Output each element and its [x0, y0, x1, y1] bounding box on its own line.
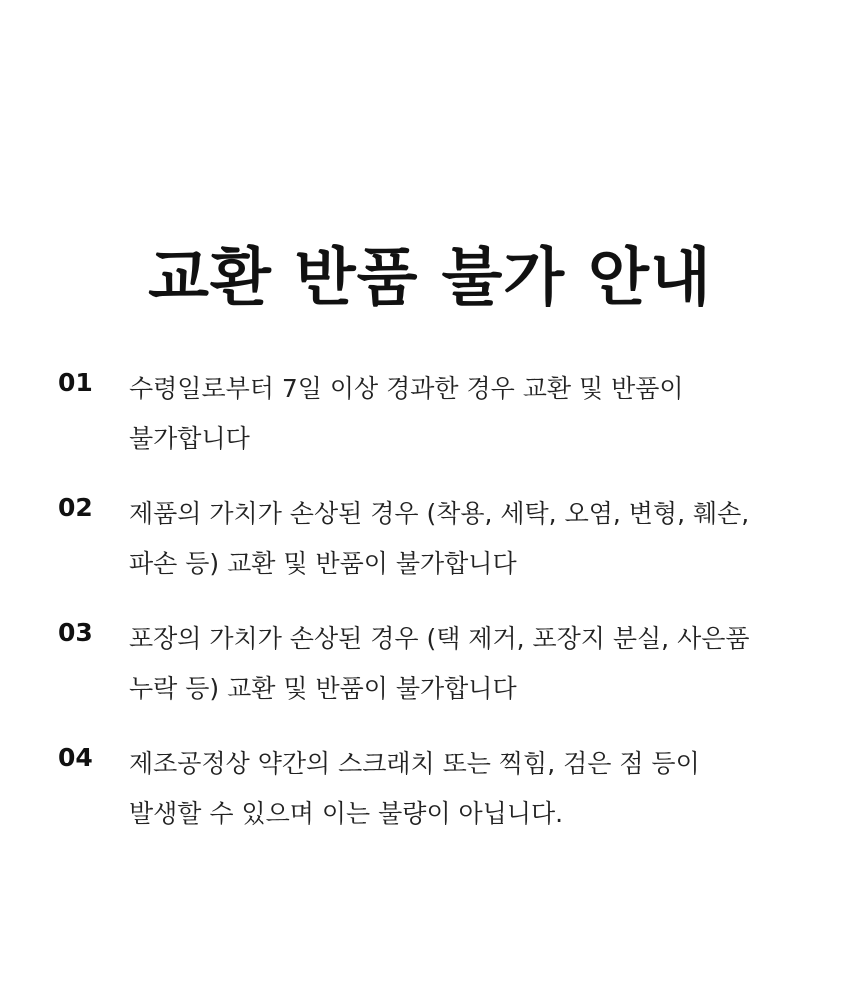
item-text-line: 누락 등) 교환 및 반품이 불가합니다: [129, 674, 517, 703]
item-number: 02: [58, 493, 93, 522]
item-text-line: 포장의 가치가 손상된 경우 (택 제거, 포장지 분실, 사은품: [129, 624, 750, 653]
notice-item: [0, 608, 860, 733]
item-number: 04: [58, 743, 93, 772]
item-text: [129, 739, 809, 839]
item-number: 03: [58, 618, 93, 647]
item-number: 01: [58, 368, 93, 397]
notice-item: [0, 733, 860, 858]
item-text-line: 파손 등) 교환 및 반품이 불가합니다: [129, 549, 517, 578]
item-text-line: 제품의 가치가 손상된 경우 (착용, 세탁, 오염, 변형, 훼손,: [129, 499, 750, 528]
item-text: [129, 489, 809, 589]
item-text: [129, 614, 809, 714]
item-text-line: 제조공정상 약간의 스크래치 또는 찍힘, 검은 점 등이: [129, 749, 700, 778]
item-text-line: 발생할 수 있으며 이는 불량이 아닙니다.: [129, 799, 564, 828]
item-text-line: 불가합니다: [129, 424, 250, 453]
page-title: 교환 반품 불가 안내: [148, 241, 712, 315]
notice-item: [0, 483, 860, 608]
notice-list: [0, 358, 860, 858]
item-text-line: 수령일로부터 7일 이상 경과한 경우 교환 및 반품이: [129, 374, 684, 403]
notice-item: [0, 358, 860, 483]
item-text: [129, 364, 809, 464]
